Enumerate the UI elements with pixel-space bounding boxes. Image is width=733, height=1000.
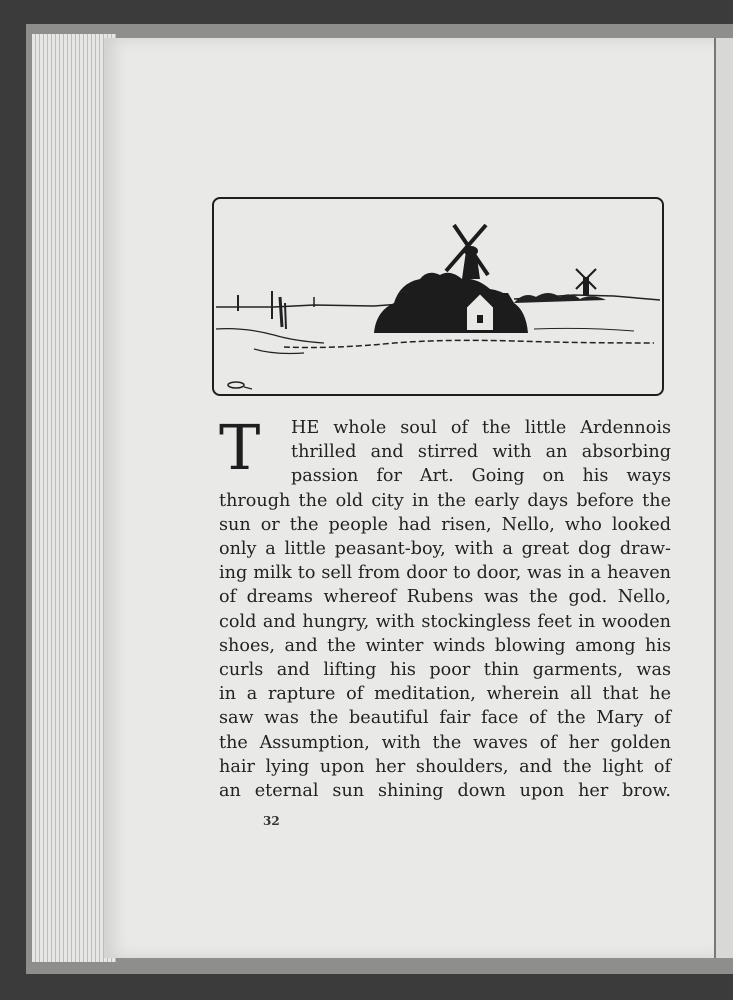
drop-cap: T — [219, 411, 261, 484]
text-line: through the old city in the early days before the — [219, 490, 671, 511]
body-paragraph — [219, 411, 671, 803]
text-line: cold and hungry, with stockingless feet in wooden — [219, 611, 671, 632]
facing-page-edge — [714, 38, 733, 958]
text-line: curls and lifting his poor thin garments, was — [219, 660, 671, 681]
illustration-drawing — [214, 199, 662, 394]
text-line: ing milk to sell from door to door, was in a heaven — [219, 563, 671, 584]
text-line: only a little peasant-boy, with a great dog draw- — [219, 539, 671, 560]
text-line: thrilled and stirred with an absorbing — [291, 442, 671, 463]
text-line: the Assumption, with the waves of her golden — [219, 732, 671, 753]
text-line: shoes, and the winter winds blowing among his — [219, 635, 671, 656]
text-line: saw was the beautiful fair face of the Mary of — [219, 708, 671, 729]
text-line: of dreams whereof Rubens was the god. Nello, — [219, 587, 671, 608]
text-line: sun or the people had risen, Nello, who looked — [219, 514, 671, 535]
text-line: in a rapture of meditation, wherein all that he — [219, 684, 671, 705]
text-line: hair lying upon her shoulders, and the light of — [219, 756, 671, 777]
text-line: passion for Art. Going on his ways — [291, 466, 671, 487]
text-line: HE whole soul of the little Ardennois — [291, 418, 671, 438]
text-line: an eternal sun shining down upon her brow. — [219, 781, 671, 802]
page-number: 32 — [263, 814, 280, 828]
windmill-landscape-illustration — [212, 197, 664, 396]
